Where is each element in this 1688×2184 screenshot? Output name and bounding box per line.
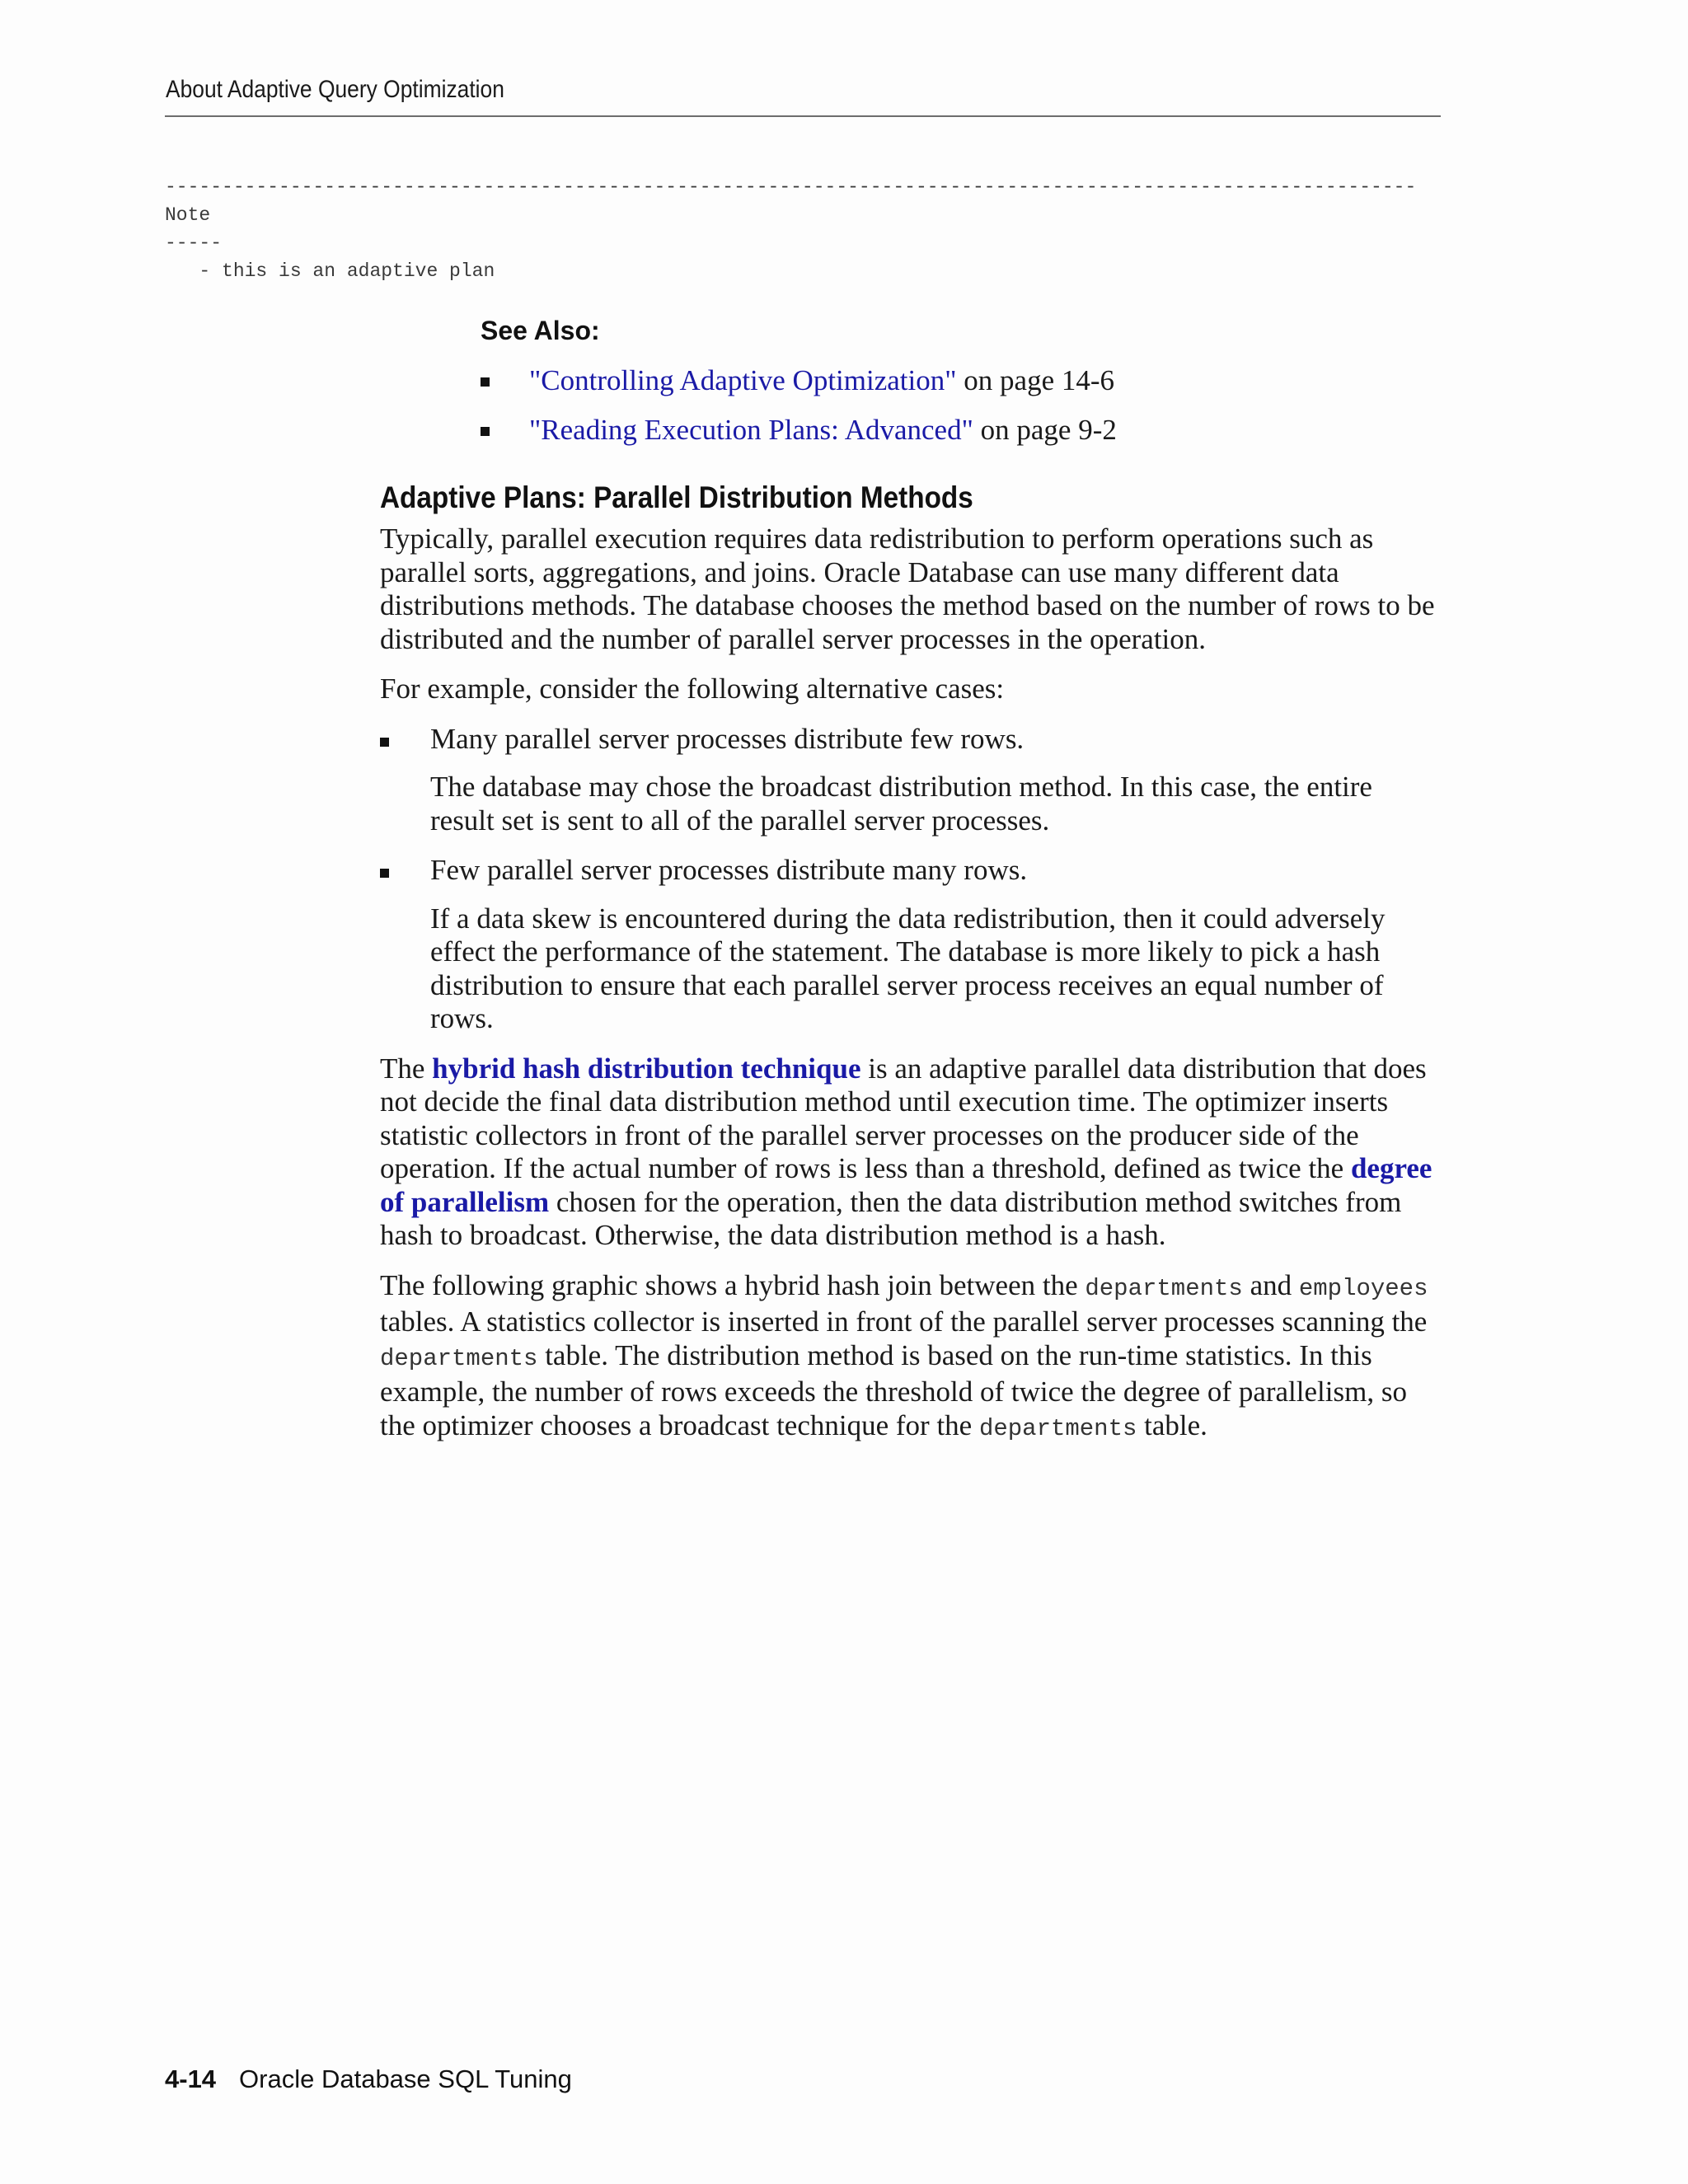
paragraph: For example, consider the following alternative cases: <box>380 673 1005 705</box>
paragraph <box>380 1269 1443 1446</box>
text-run: table. <box>1137 1408 1207 1441</box>
text-run: chosen for the operation, then the data distribution method switches from hash to broadcast. Otherwise, the data distribution method is a hash. <box>380 1185 1402 1251</box>
code-excerpt <box>165 173 1416 285</box>
see-also-item <box>481 363 1117 412</box>
page-reference: on page 9-2 <box>973 414 1117 446</box>
see-also-list <box>481 363 1117 462</box>
code-line: -------------------------------------------------------------------------------------------------------------- <box>165 176 1417 198</box>
case-detail: If a data skew is encountered during the data redistribution, then it could adversely effect the performance of the statement. The database is more likely to pick a hash distribution to ensure that each parallel server process receives an equal number of rows. <box>430 902 1386 1034</box>
glossary-term-link[interactable]: hybrid hash distribution technique <box>432 1052 861 1085</box>
text-run: is an adaptive parallel data distribution that does not decide the final data distribution method until execution time. The optimizer inserts statistic collectors in front of the parallel server processes on the producer side of the operation. If the actual number of rows is less than a threshold, defined as twice the <box>380 1052 1427 1184</box>
text-run: and <box>1242 1268 1299 1301</box>
code-term: departments <box>1085 1274 1243 1302</box>
case-lead: Many parallel server processes distribute few rows. <box>430 722 1025 755</box>
code-line: - this is an adaptive plan <box>165 260 495 282</box>
code-term: departments <box>978 1414 1137 1442</box>
section-body <box>380 523 1443 1462</box>
page-footer <box>165 2064 572 2094</box>
glossary-term-link[interactable]: degree of parallelism <box>380 1152 1432 1218</box>
see-also-heading: See Also: <box>481 316 600 345</box>
case-lead: Few parallel server processes distribute many rows. <box>430 854 1028 886</box>
paragraph: Typically, parallel execution requires data redistribution to perform operations such as parallel sorts, aggregations, and joins. Oracle Database can use many different data distributions methods. The database chooses the method based on the number of rows to be distributed and the number of parallel server processes in the operation. <box>380 523 1435 655</box>
cross-reference-link[interactable]: "Controlling Adaptive Optimization" <box>529 364 957 396</box>
text-run: The <box>380 1052 433 1085</box>
book-title: Oracle Database SQL Tuning <box>239 2064 572 2093</box>
page-reference: on page 14-6 <box>956 364 1115 396</box>
running-header: About Adaptive Query Optimization <box>166 76 504 103</box>
list-item <box>380 723 1443 838</box>
text-run: tables. A statistics collector is inserted in front of the parallel server processes scanning the <box>380 1305 1428 1338</box>
text-run: table. The distribution method is based on the run-time statistics. In this example, the number of rows exceeds the threshold of twice the degree of parallelism, so the optimizer chooses a broadcast technique for the <box>380 1338 1407 1441</box>
code-term: employees <box>1298 1274 1428 1302</box>
cross-reference-link[interactable]: "Reading Execution Plans: Advanced" <box>529 414 973 446</box>
case-detail: The database may chose the broadcast distribution method. In this case, the entire result set is sent to all of the parallel server processes. <box>430 771 1372 837</box>
page-number: 4-14 <box>165 2064 217 2093</box>
square-bullet-icon <box>380 869 389 878</box>
see-also-item <box>481 412 1117 462</box>
code-line: ----- <box>165 232 223 254</box>
header-rule <box>165 115 1441 117</box>
code-term: departments <box>380 1344 538 1372</box>
list-item <box>380 854 1443 1036</box>
cases-list <box>380 723 1443 1036</box>
square-bullet-icon <box>380 738 389 747</box>
square-bullet-icon <box>481 427 490 436</box>
code-line: Note <box>165 204 211 226</box>
square-bullet-icon <box>481 377 490 387</box>
text-run: The following graphic shows a hybrid hash join between the <box>380 1268 1085 1301</box>
paragraph <box>380 1052 1443 1253</box>
section-title: Adaptive Plans: Parallel Distribution Methods <box>380 480 973 514</box>
